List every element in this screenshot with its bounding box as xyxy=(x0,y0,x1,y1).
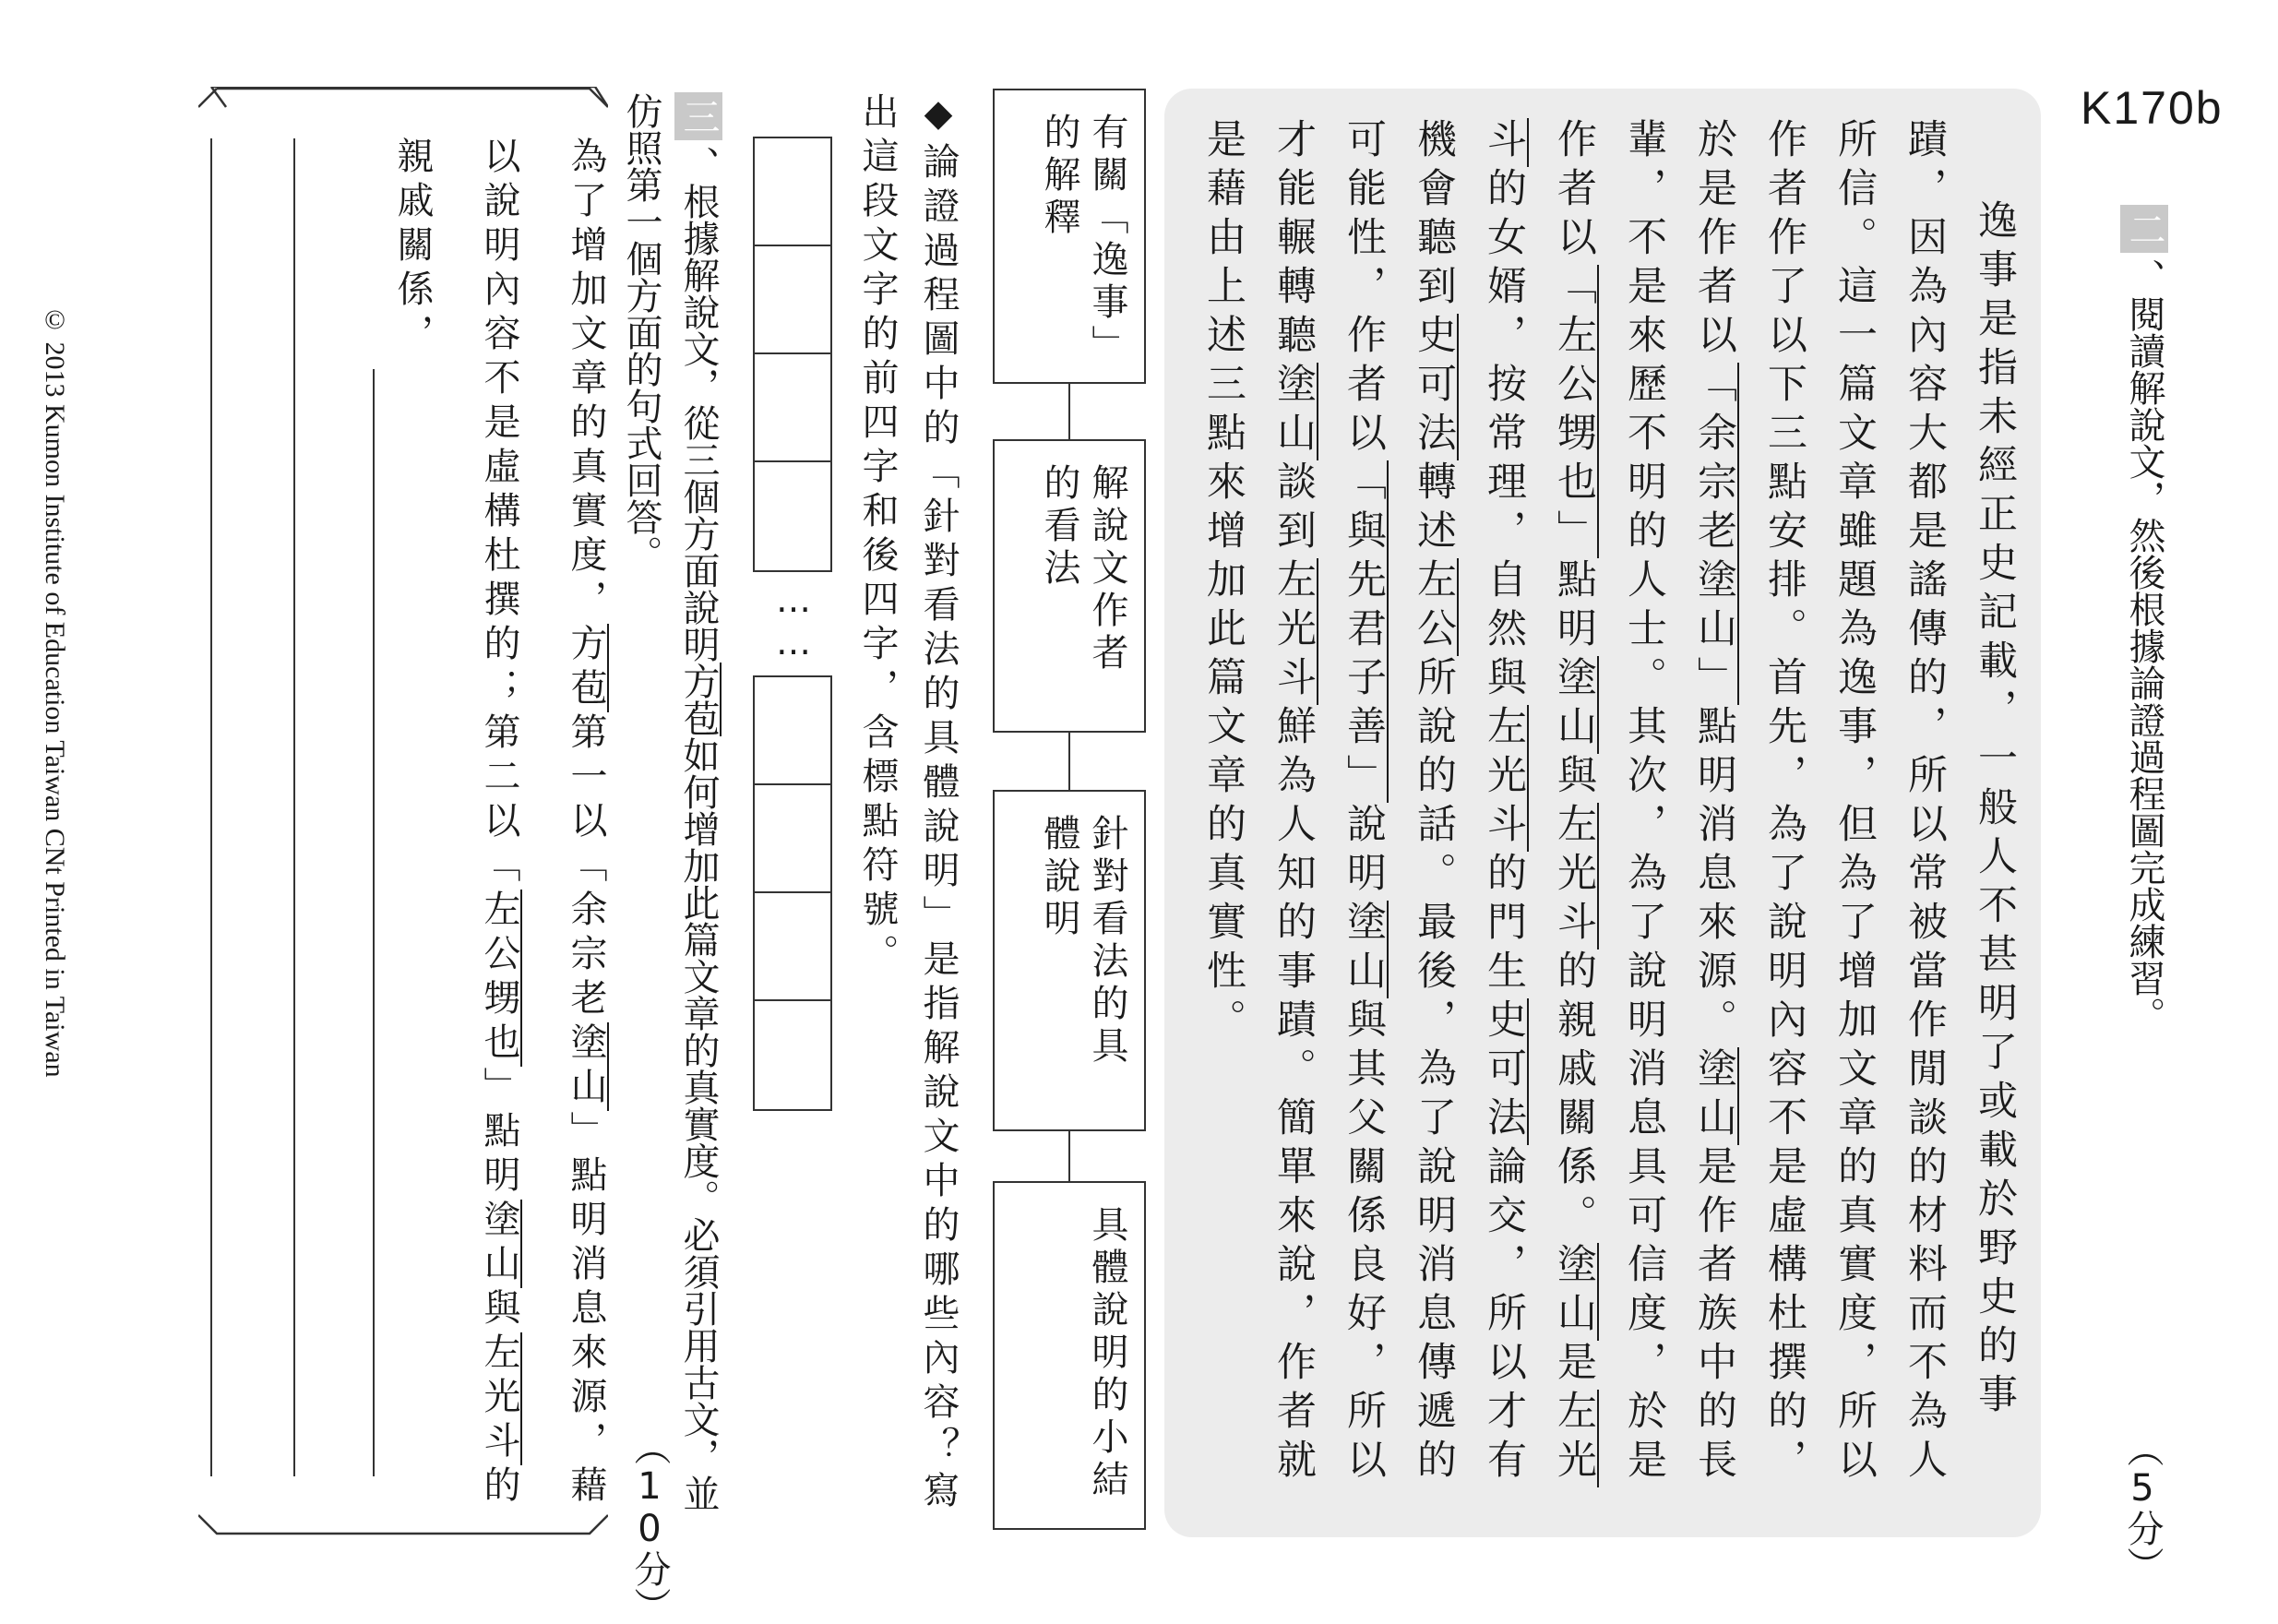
flowchart-connector xyxy=(1068,733,1070,790)
copyright-notice: © 2013 Kumon Institute of Education Taiwan CNt Printed in Taiwan xyxy=(40,304,70,1078)
flowchart-connector xyxy=(1068,1131,1070,1181)
question-2-score: （5分） xyxy=(2121,1430,2164,1583)
answer-grid-first-four[interactable] xyxy=(753,137,832,572)
answer-cell[interactable] xyxy=(755,677,830,785)
question-2-instruction-text: 、閱讀解說文，然後根據論證過程圖完成練習。 xyxy=(2123,258,2165,1033)
answer-cell[interactable] xyxy=(755,138,830,246)
flowchart-box-definition: 有關「逸事」的解釋 xyxy=(993,89,1146,384)
answer-cell[interactable] xyxy=(755,462,830,570)
answer-cell[interactable] xyxy=(755,246,830,354)
ellipsis-separator: …… xyxy=(773,579,814,664)
question-2-instruction xyxy=(2120,205,2168,1033)
passage-text: 逸事是指未經正史記載，一般人不甚明了或載於野史的事蹟，因為內容大都是謠傳的，所以常被當作閒談的材料而不為人所信。這一篇文章雖題為逸事，但為了增加文章的真實度，所以作者作了以下三點安排。首先，為了說明內容不是虛構杜撰的，於是作者以「余宗老塗山」點明消息來源。塗山是作者族中的長輩，不是來歷不明的人士。其次，為了說明消息具可信度，於是作者以「左公甥也」點明塗山與左光斗的親戚關係。塗山是左光斗的女婿，按常理，自然與左光斗的門生史可法論交，所以才有機會聽到史可法轉述左公所說的話。最後，為了說明消息傳遞的可能性，作者以「與先君子善」說明塗山與其父關係良好，所以才能輾轉聽塗山談到左光斗鮮為人知的事蹟。簡單來說，作者就是藉由上述三點來增加此篇文章的真實性。 xyxy=(1200,118,2018,1487)
answer-sample-text: 為了增加文章的真實度，方苞第一以「余宗老塗山」點明消息來源，藉以說明內容不是虛構杜撰的；第二以「左公甥也」點明塗山與左光斗的親戚關係， xyxy=(391,137,607,1510)
answer-cell[interactable] xyxy=(755,785,830,893)
question-3-score: （10分） xyxy=(628,1428,671,1624)
flowchart-box-viewpoint: 解說文作者的看法 xyxy=(993,439,1146,733)
question-3-instruction: 三、根據解說文，從三個方面說明方苞如何增加此篇文章的真實度。必須引用古文，並仿照第一個方面的句式回答。 xyxy=(613,92,727,1532)
answer-cell[interactable] xyxy=(755,893,830,1001)
flowchart-box-summary: 具體說明的小結 xyxy=(993,1181,1146,1530)
question-number-badge: 三 xyxy=(674,92,722,140)
writing-line[interactable] xyxy=(293,138,295,1476)
question-number-badge: 二 xyxy=(2120,205,2168,253)
flowchart-connector xyxy=(1068,384,1070,439)
worksheet-code: K170b xyxy=(2081,82,2224,134)
answer-cell[interactable] xyxy=(755,1001,830,1109)
subquestion-text: ◆論證過程圖中的「針對看法的具體說明」是指解說文中的哪些內容？寫出這段文字的前四字和後四字，含標點符號。 xyxy=(856,92,960,1515)
flowchart-box-specific-explanation: 針對看法的具體說明 xyxy=(993,790,1146,1131)
answer-cell[interactable] xyxy=(755,354,830,462)
writing-line[interactable] xyxy=(373,369,375,1476)
answer-grid-last-four[interactable] xyxy=(753,675,832,1111)
writing-line[interactable] xyxy=(210,138,212,1476)
